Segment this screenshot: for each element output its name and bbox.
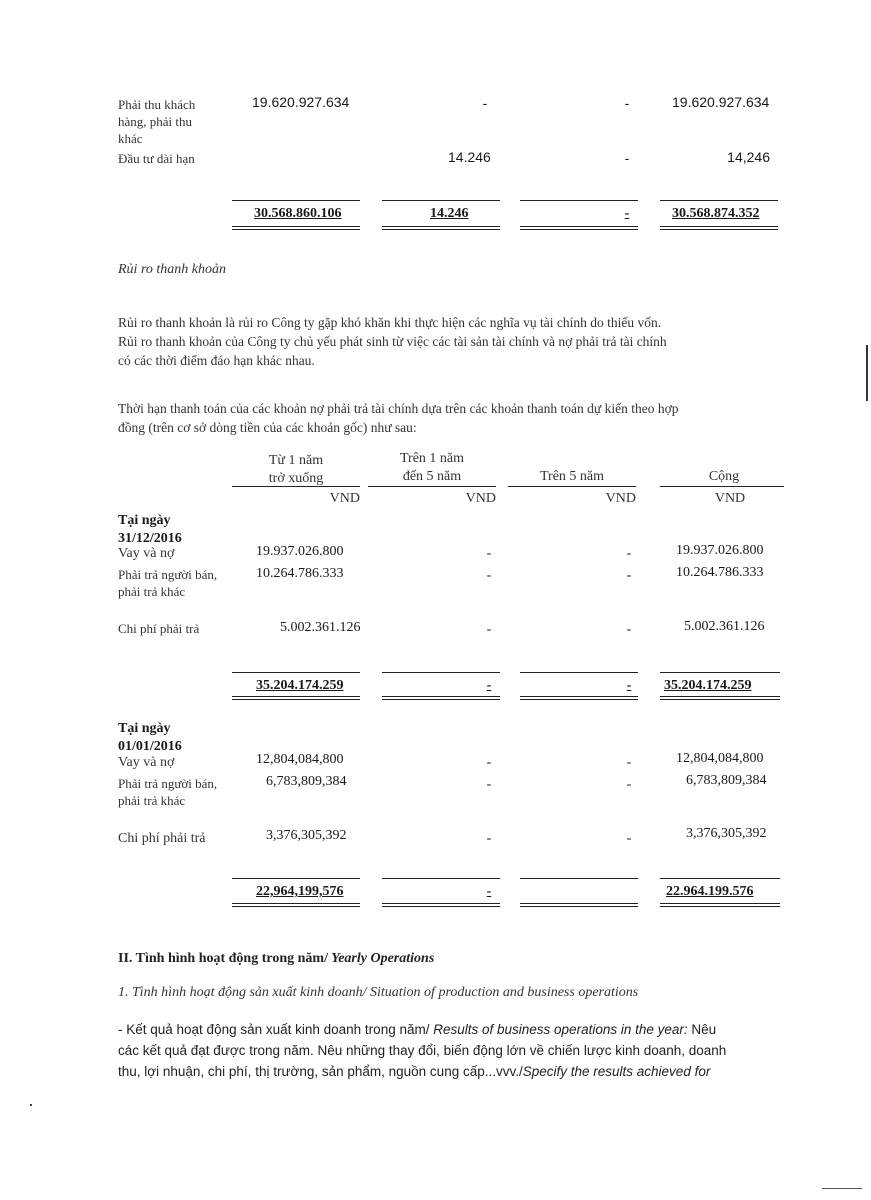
s1-total-col4: 35.204.174.259 <box>664 678 752 693</box>
liquidity-paragraph-1-line-2: Rủi ro thanh khoản của Công ty chủ yếu phát sinh từ việc các tài sản tài chính và nợ phải trả tài chính <box>118 334 667 349</box>
unit-col4: VND <box>714 491 746 506</box>
section-ii-body-line-3-vi: thu, lợi nhuận, chi phí, thị trường, sản phẩm, nguồn cung cấp...vvv./ <box>118 1064 523 1079</box>
s2-payables-col2: - <box>486 777 492 792</box>
table1-total-col1: 30.568.860.106 <box>254 206 342 221</box>
col-header-1-line-2: trở xuống <box>268 471 324 486</box>
section1-date-line-1: Tại ngày <box>118 513 171 528</box>
table1-total-col3: - <box>624 206 630 221</box>
table1-total-col4: 30.568.874.352 <box>672 206 760 221</box>
long-term-investment-col2: 14.246 <box>448 149 491 165</box>
col-header-over-5-years: Trên 5 năm <box>539 469 605 484</box>
s1-accrued-col4: 5.002.361.126 <box>684 619 765 634</box>
s2-accrued-col3: - <box>626 831 632 846</box>
s2-loans-col1: 12,804,084,800 <box>256 752 344 767</box>
s2-total-doubleline-3 <box>520 903 638 907</box>
section-ii-title <box>118 951 434 967</box>
section-ii-body-line-1-tail: Nêu <box>687 1022 717 1037</box>
s2-accrued-col2: - <box>486 831 492 846</box>
receivables-col1: 19.620.927.634 <box>252 94 350 110</box>
s2-payables-col1: 6,783,809,384 <box>266 774 347 789</box>
s1-payables-col4: 10.264.786.333 <box>676 565 764 580</box>
section-ii-body-line-2: các kết quả đạt được trong năm. Nêu những thay đổi, biến động lớn về chiến lược kinh doanh, doanh <box>118 1043 727 1058</box>
header-underline-2 <box>368 486 496 487</box>
section-ii-subtitle-vi: 1. Tình hình hoạt động sản xuất kinh doanh/ <box>118 985 367 1000</box>
col-header-2-line-1: Trên 1 năm <box>399 451 465 466</box>
receivables-col2: - <box>482 95 488 111</box>
long-term-investment-label: Đầu tư dài hạn <box>118 151 195 166</box>
table1-total-topline-4 <box>660 200 778 201</box>
s2-loans-col4: 12,804,084,800 <box>676 751 764 766</box>
s1-total-doubleline-3 <box>520 696 638 700</box>
section1-date-line-2: 31/12/2016 <box>118 531 182 546</box>
s2-accrued-col4: 3,376,305,392 <box>686 826 767 841</box>
table1-total-doubleline-4 <box>660 226 778 230</box>
s1-accrued-col1: 5.002.361.126 <box>280 620 361 635</box>
s2-payables-col3: - <box>626 777 632 792</box>
receivables-col3: - <box>624 95 630 111</box>
s1-accrued-col2: - <box>486 622 492 637</box>
s2-payables-col4: 6,783,809,384 <box>686 773 767 788</box>
s2-total-col4: 22.964.199.576 <box>666 884 754 899</box>
unit-col1: VND <box>329 491 360 506</box>
liquidity-paragraph-1-line-1: Rủi ro thanh khoản là rủi ro Công ty gặp khó khăn khi thực hiện các nghĩa vụ tài chính do thiếu vốn. <box>118 315 662 330</box>
s1-total-topline-2 <box>382 672 500 673</box>
col-header-2-line-2: đến 5 năm <box>402 469 462 484</box>
section-ii-subtitle-en: Situation of production and business operations <box>366 985 639 1000</box>
section2-date-line-2: 01/01/2016 <box>118 739 182 754</box>
table1-total-topline-2 <box>382 200 500 201</box>
s1-payables-col3: - <box>626 568 632 583</box>
col-header-up-to-1-year <box>232 452 360 488</box>
s1-loans-col4: 19.937.026.800 <box>676 543 764 558</box>
s1-loans-col2: - <box>486 546 492 561</box>
s2-payables-label: Phải trả người bán, phải trả khác <box>118 776 218 808</box>
s1-total-topline-3 <box>520 672 638 673</box>
receivables-col4: 19.620.927.634 <box>672 94 770 110</box>
long-term-investment-col4: 14,246 <box>727 149 770 165</box>
s1-total-topline-1 <box>232 672 360 673</box>
table1-total-doubleline-1 <box>232 226 360 230</box>
col-header-1-line-1: Từ 1 năm <box>268 453 324 468</box>
s2-total-col2: - <box>486 884 492 899</box>
s2-loans-label: Vay và nợ <box>118 755 175 770</box>
table1-total-col2: 14.246 <box>430 206 469 221</box>
long-term-investment-col3: - <box>624 150 630 166</box>
scan-mark-bottom-right <box>822 1188 862 1189</box>
section-ii-body <box>118 1019 726 1082</box>
s2-total-topline-2 <box>382 878 500 879</box>
s1-payables-label: Phải trả người bán, phải trả khác <box>118 567 218 599</box>
header-underline-1 <box>232 486 360 487</box>
receivables-label: Phải thu khách hàng, phải thu khác <box>118 97 196 146</box>
section-ii-body-line-3-en: Specify the results achieved for <box>522 1064 711 1079</box>
s2-accrued-label: Chi phí phải trả <box>118 831 206 846</box>
section-ii-body-line-1 <box>118 1019 726 1040</box>
section2-date <box>118 720 182 756</box>
s2-loans-col3: - <box>626 755 632 770</box>
s2-total-doubleline-1 <box>232 903 360 907</box>
scan-mark-right <box>866 345 868 401</box>
header-underline-3 <box>508 486 636 487</box>
s1-total-col3: - <box>626 678 632 693</box>
table1-total-doubleline-3 <box>520 226 638 230</box>
scan-dot <box>30 1104 32 1106</box>
s2-total-topline-1 <box>232 878 360 879</box>
liquidity-paragraph-2 <box>118 399 679 437</box>
s2-total-topline-3 <box>520 878 638 879</box>
s2-accrued-col1: 3,376,305,392 <box>266 828 347 843</box>
s1-total-doubleline-1 <box>232 696 360 700</box>
s1-total-col2: - <box>486 678 492 693</box>
liquidity-heading: Rủi ro thanh khoản <box>118 262 226 277</box>
section-ii-title-en: Yearly Operations <box>327 951 435 966</box>
s1-payables-col2: - <box>486 568 492 583</box>
section2-date-line-1: Tại ngày <box>118 721 171 736</box>
liquidity-paragraph-1 <box>118 313 667 370</box>
s2-total-doubleline-2 <box>382 903 500 907</box>
liquidity-paragraph-2-line-1: Thời hạn thanh toán của các khoản nợ phải trả tài chính dựa trên các khoản thanh toán dự kiến theo hợp <box>118 401 679 416</box>
section-ii-body-line-3 <box>118 1061 726 1082</box>
liquidity-paragraph-1-line-3: có các thời điểm đáo hạn khác nhau. <box>118 353 315 368</box>
s1-loans-col3: - <box>626 546 632 561</box>
s1-accrued-label: Chi phí phải trả <box>118 621 200 636</box>
s2-total-doubleline-4 <box>660 903 780 907</box>
col-header-total: Cộng <box>708 469 740 484</box>
section1-date <box>118 512 182 548</box>
s1-total-col1: 35.204.174.259 <box>256 678 344 693</box>
s1-payables-col1: 10.264.786.333 <box>256 566 344 581</box>
section-ii-body-line-1-vi: - Kết quả hoạt động sản xuất kinh doanh trong năm/ <box>118 1022 430 1037</box>
unit-col3: VND <box>605 491 636 506</box>
s1-total-doubleline-4 <box>660 696 780 700</box>
col-header-1-to-5-years <box>368 450 496 486</box>
header-underline-4 <box>660 486 784 487</box>
s1-total-doubleline-2 <box>382 696 500 700</box>
table1-total-topline-1 <box>232 200 360 201</box>
section-ii-title-vi: II. Tình hình hoạt động trong năm/ <box>118 951 328 966</box>
section-ii-body-line-1-en: Results of business operations in the year: <box>429 1022 688 1037</box>
s2-total-col1: 22,964,199,576 <box>256 884 344 899</box>
s1-loans-label: Vay và nợ <box>118 546 175 561</box>
liquidity-paragraph-2-line-2: đồng (trên cơ sở dòng tiền của các khoản gốc) như sau: <box>118 420 417 435</box>
unit-col2: VND <box>465 491 496 506</box>
s2-loans-col2: - <box>486 755 492 770</box>
s1-total-topline-4 <box>660 672 780 673</box>
table1-total-topline-3 <box>520 200 638 201</box>
s2-total-topline-4 <box>660 878 780 879</box>
table1-total-doubleline-2 <box>382 226 500 230</box>
s1-loans-col1: 19.937.026.800 <box>256 544 344 559</box>
s1-accrued-col3: - <box>626 622 632 637</box>
section-ii-subtitle <box>118 985 638 1001</box>
